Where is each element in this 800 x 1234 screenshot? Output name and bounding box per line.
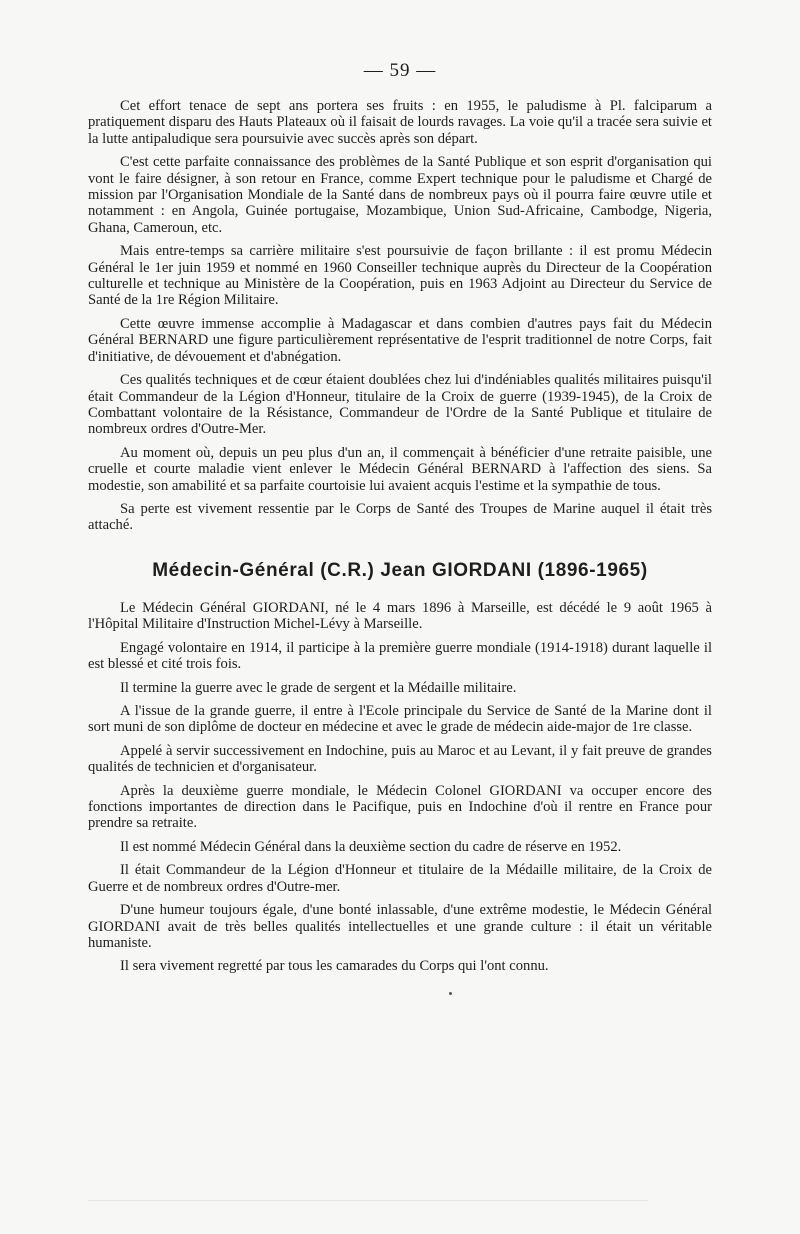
page-number: — 59 — bbox=[363, 60, 437, 81]
obituary-giordani bbox=[88, 600, 712, 982]
paragraph: Appelé à servir successivement en Indochine, puis au Maroc et au Levant, il y fait preuve de grandes qualités de technicien et d'organisateur. bbox=[88, 742, 712, 776]
paragraph: Le Médecin Général GIORDANI, né le 4 mars 1896 à Marseille, est décédé le 9 août 1965 à l'Hôpital Militaire d'Instruction Michel-Lévy à Marseille. bbox=[88, 600, 712, 633]
paragraph: D'une humeur toujours égale, d'une bonté inlassable, d'une extrême modestie, le Médecin Général GIORDANI avait de très belles qualités intellectuelles et une grande culture : il était un véritable humaniste. bbox=[88, 902, 712, 951]
paragraph: Sa perte est vivement ressentie par le Corps de Santé des Troupes de Marine auquel il était très attaché. bbox=[88, 500, 712, 534]
paragraph: Il est nommé Médecin Général dans la deuxième section du cadre de réserve en 1952. bbox=[120, 838, 622, 855]
paragraph: Mais entre-temps sa carrière militaire s'est poursuivie de façon brillante : il est promu Médecin Général le 1er juin 1959 et nommé en 1960 Conseiller technique auprès du Directeur de la Coopération culturelle et technique au Ministère de la Coopération, puis en 1963 Adjoint au Directeur du Service de Santé de la 1re Région Militaire. bbox=[88, 243, 712, 309]
paragraph: C'est cette parfaite connaissance des problèmes de la Santé Publique et son esprit d'organisation qui vont le faire désigner, à son retour en France, comme Expert technique pour le paludisme et Chargé de mission par l'Organisation Mondiale de la Santé dans de nombreux pays où il pourra faire œuvre utile et notamment : en Angola, Guinée portugaise, Mozambique, Union Sud-Africaine, Cambodge, Nigeria, Ghana, Cameroun, etc. bbox=[88, 154, 712, 236]
paper-fold-line bbox=[88, 1200, 648, 1201]
paragraph: Il était Commandeur de la Légion d'Honneur et titulaire de la Médaille militaire, de la Croix de Guerre et de nombreux ordres d'Outre-mer. bbox=[88, 862, 712, 895]
obituary-bernard-continued bbox=[88, 98, 712, 541]
paragraph: Il sera vivement regretté par tous les camarades du Corps qui l'ont connu. bbox=[120, 958, 549, 975]
paragraph: A l'issue de la grande guerre, il entre à l'Ecole principale du Service de Santé de la Marine dont il sort muni de son diplôme de docteur en médecine et avec le grade de médecin aide-major de 1re classe. bbox=[88, 703, 712, 736]
paragraph: Après la deuxième guerre mondiale, le Médecin Colonel GIORDANI va occuper encore des fonctions importantes de direction dans le Pacifique, puis en Indochine d'où il rentre en France pour prendre sa retraite. bbox=[88, 782, 712, 832]
obituary-heading-giordani: Médecin-Général (C.R.) Jean GIORDANI (1896-1965) bbox=[152, 560, 648, 581]
paragraph: Ces qualités techniques et de cœur étaient doublées chez lui d'indéniables qualités militaires puisqu'il était Commandeur de la Légion d'Honneur, titulaire de la Croix de guerre (1939-1945), de la Croix de Combattant volontaire de la Résistance, Commandeur de l'Ordre de la Santé Publique et titulaire de nombreux ordres d'Outre-Mer. bbox=[88, 372, 712, 438]
paragraph: Engagé volontaire en 1914, il participe à la première guerre mondiale (1914-1918) durant laquelle il est blessé et cité trois fois. bbox=[88, 639, 712, 673]
ink-speck bbox=[449, 992, 452, 995]
paragraph: Au moment où, depuis un peu plus d'un an, il commençait à bénéficier d'une retraite paisible, une cruelle et courte maladie vient enlever le Médecin Général BERNARD à l'affection des siens. Sa modestie, son amabilité et sa parfaite courtoisie lui avaient acquis l'estime et la sympathie de tous. bbox=[88, 444, 712, 494]
paragraph: Cette œuvre immense accomplie à Madagascar et dans combien d'autres pays fait du Médecin Général BERNARD une figure particulièrement représentative de l'esprit traditionnel de notre Corps, fait d'initiative, de dévouement et d'abnégation. bbox=[88, 315, 712, 365]
paragraph: Il termine la guerre avec le grade de sergent et la Médaille militaire. bbox=[120, 679, 517, 696]
paragraph: Cet effort tenace de sept ans portera ses fruits : en 1955, le paludisme à Pl. falciparum a pratiquement disparu des Hauts Plateaux où il faisait de lourds ravages. La voie qu'il a tracée sera suivie et la lutte antipaludique sera poursuivie avec succès après son départ. bbox=[88, 98, 712, 147]
